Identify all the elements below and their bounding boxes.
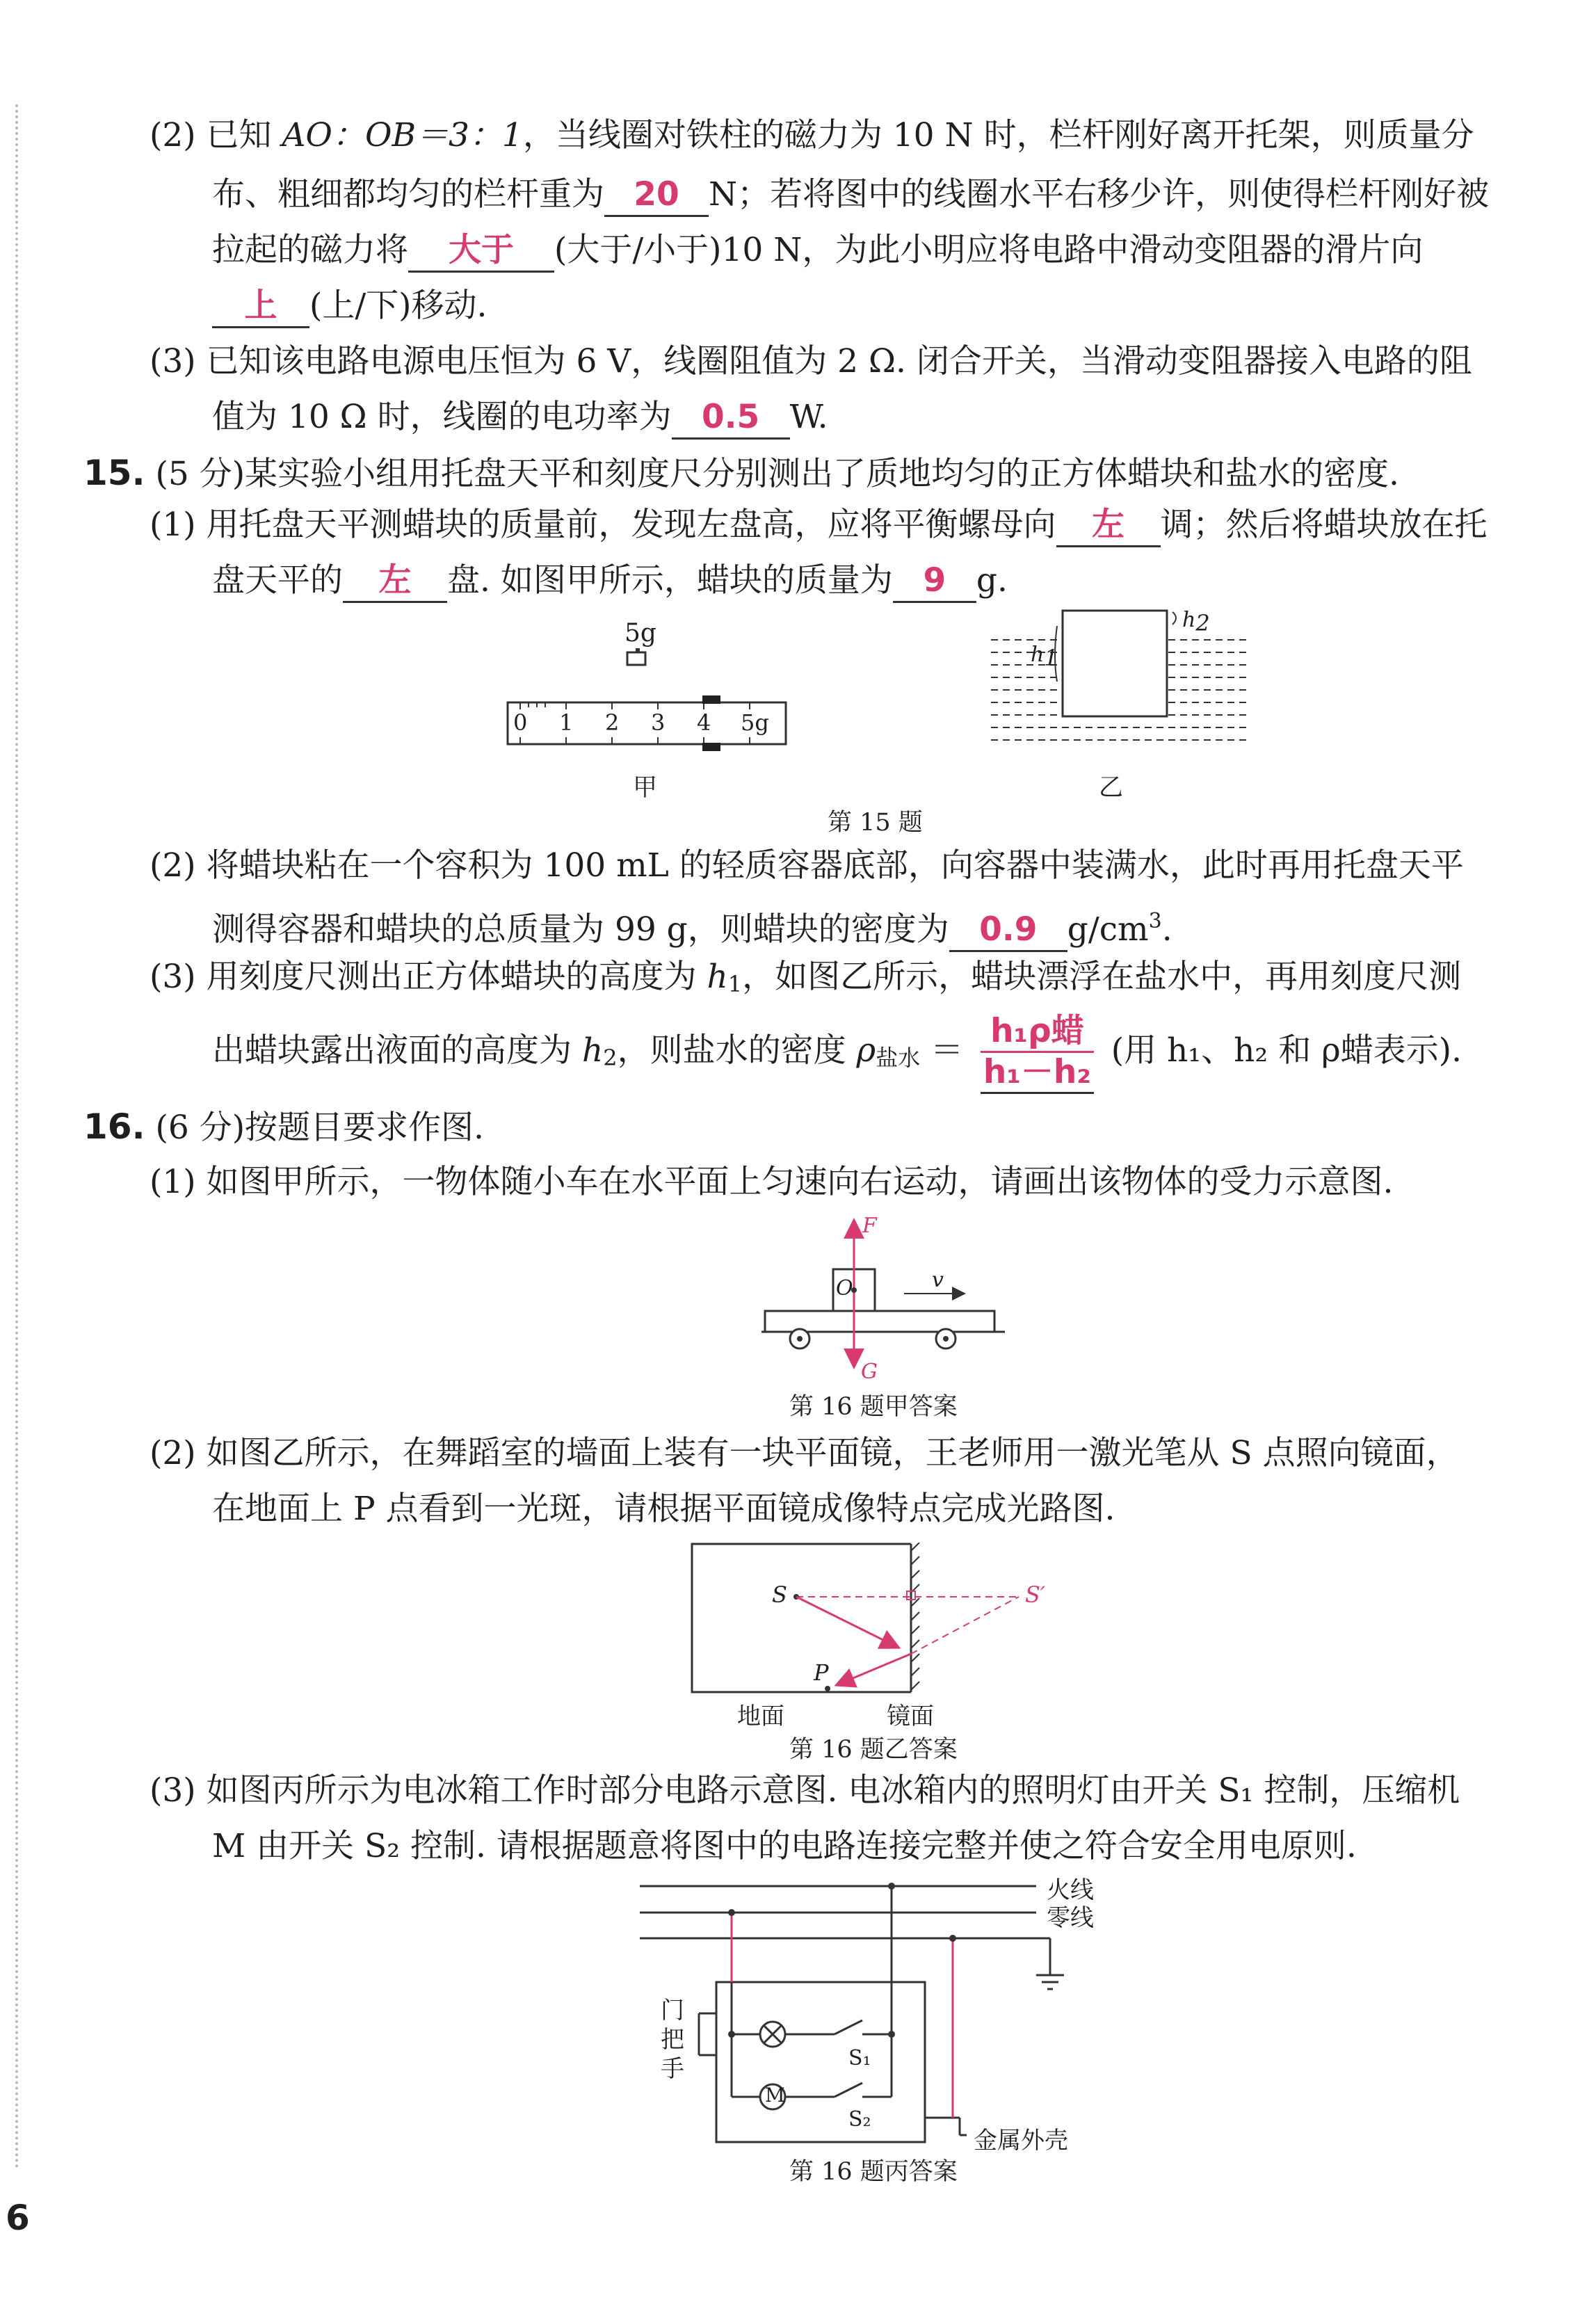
neutral-wire-label: 零线 bbox=[1047, 1904, 1094, 1932]
q15-p3-line2: 出蜡块露出液面的高度为 h2，则盐水的密度 ρ盐水 ＝ $\frac{\text{h₁ρ蜡}}{\text{h₁－h₂}}$ (用 h₁、h₂ 和 ρ蜡表示). bbox=[212, 1012, 1462, 1094]
answer-mass: 9 bbox=[893, 561, 976, 603]
answer-force: 大于 bbox=[408, 230, 554, 273]
q16-p2-line1: (2) 如图乙所示，在舞蹈室的墙面上装有一块平面镜，王老师用一激光笔从 S 点照向镜面， bbox=[150, 1434, 1459, 1472]
q14-p2-line2: 布、粗细都均匀的栏杆重为 20 N；若将图中的线圈水平右移少许，则使得栏杆刚好被 bbox=[212, 174, 1489, 217]
figure-15-b bbox=[988, 605, 1252, 765]
q16-p3-line2: M 由开关 S₂ 控制. 请根据题意将图中的电路连接完整并使之符合安全用电原则. bbox=[212, 1827, 1357, 1865]
question-number: 15. bbox=[83, 453, 145, 493]
tick-3: 3 bbox=[651, 709, 666, 736]
q16-p2-line2: 在地面上 P 点看到一光斑，请根据平面镜成像特点完成光路图. bbox=[212, 1490, 1115, 1528]
q14-p2-line3: 拉起的磁力将 大于 (大于/小于)10 N，为此小明应将电路中滑动变阻器的滑片向 bbox=[212, 230, 1423, 273]
point-O-label: O bbox=[836, 1276, 853, 1301]
figure-15-caption: 第 15 题 bbox=[828, 809, 923, 837]
tick-4: 4 bbox=[697, 709, 711, 736]
metal-shell-label: 金属外壳 bbox=[974, 2127, 1068, 2155]
figure-16-b-caption: 第 16 题乙答案 bbox=[789, 1736, 958, 1764]
figure-15-a-label: 甲 bbox=[633, 774, 658, 802]
tick-0: 0 bbox=[513, 709, 528, 736]
q14-p2-line4: 上 (上/下)移动. bbox=[212, 285, 487, 328]
door-handle-label: 门把手 bbox=[661, 1997, 684, 2083]
answer-pan: 左 bbox=[343, 561, 447, 603]
answer-brine-density: $\frac{\text{h₁ρ蜡}}{\text{h₁－h₂}}$ bbox=[981, 1012, 1094, 1094]
answer-knob: 左 bbox=[1056, 505, 1161, 547]
figure-16-c-caption: 第 16 题丙答案 bbox=[789, 2158, 958, 2186]
q15-p1-line2: 盘天平的 左 盘. 如图甲所示，蜡块的质量为 9 g. bbox=[212, 560, 1008, 603]
q14-p3-line1: (3) 已知该电路电源电压恒为 6 V，线圈阻值为 2 Ω. 闭合开关，当滑动变阻器接入电路的阻 bbox=[150, 342, 1472, 380]
point-P-label: P bbox=[814, 1659, 829, 1686]
q16-header: 16. (6 分)按题目要求作图. bbox=[83, 1106, 484, 1147]
q15-p1-line1: (1) 用托盘天平测蜡块的质量前，发现左盘高，应将平衡螺母向 左 调；然后将蜡块放在托 bbox=[150, 504, 1488, 547]
force-F-label: F bbox=[862, 1214, 877, 1238]
q14-p2-line1: (2) 已知 AO：OB＝3：1，当线圈对铁柱的磁力为 10 N 时，栏杆刚好离开托架，则质量分 bbox=[150, 116, 1474, 154]
tick-2: 2 bbox=[605, 709, 620, 736]
answer-density: 0.9 bbox=[949, 910, 1067, 952]
floor-label: 地面 bbox=[737, 1703, 784, 1730]
switch-S1-label: S₁ bbox=[848, 2046, 871, 2070]
answer-power: 0.5 bbox=[672, 397, 790, 440]
point-S-label: S bbox=[772, 1581, 787, 1608]
figure-15-b-label: 乙 bbox=[1099, 774, 1124, 802]
label-h2: h2 bbox=[1182, 608, 1210, 636]
image-S-prime-label: S′ bbox=[1025, 1581, 1046, 1608]
q15-header: 15. (5 分)某实验小组用托盘天平和刻度尺分别测出了质地均匀的正方体蜡块和盐水的密度. bbox=[83, 453, 1399, 493]
figure-16-c bbox=[633, 1871, 1120, 2155]
label-h1: h1 bbox=[1031, 643, 1058, 671]
question-number: 16. bbox=[83, 1106, 145, 1147]
switch-S2-label: S₂ bbox=[848, 2107, 871, 2132]
velocity-label: v bbox=[932, 1268, 944, 1292]
q16-p1: (1) 如图甲所示，一物体随小车在水平面上匀速向右运动，请画出该物体的受力示意图. bbox=[150, 1163, 1394, 1201]
q16-p3-line1: (3) 如图丙所示为电冰箱工作时部分电路示意图. 电冰箱内的照明灯由开关 S₁ 控制，压缩机 bbox=[150, 1771, 1460, 1810]
q15-p2-line2: 测得容器和蜡块的总质量为 99 g，则蜡块的密度为 0.9 $g/cm^3$. bbox=[212, 901, 1172, 952]
motor-M-label: M bbox=[765, 2084, 785, 2107]
weight-label: 5g bbox=[624, 619, 656, 647]
figure-16-a-caption: 第 16 题甲答案 bbox=[789, 1393, 958, 1421]
answer-direction: 上 bbox=[212, 286, 309, 328]
tick-5g: 5g bbox=[741, 709, 769, 736]
binding-margin bbox=[15, 104, 18, 2170]
figure-16-a bbox=[758, 1214, 1008, 1387]
mirror-label: 镜面 bbox=[887, 1703, 934, 1730]
force-G-label: G bbox=[861, 1360, 878, 1384]
live-wire-label: 火线 bbox=[1047, 1876, 1094, 1904]
q14-p3-line2: 值为 10 Ω 时，线圈的电功率为 0.5 W. bbox=[212, 396, 828, 440]
answer-weight: 20 bbox=[604, 175, 709, 217]
q15-p2-line1: (2) 将蜡块粘在一个容积为 100 mL 的轻质容器底部，向容器中装满水，此时再用托盘天平 bbox=[150, 846, 1464, 885]
page-number: 6 bbox=[6, 2198, 30, 2238]
tick-1: 1 bbox=[559, 709, 574, 736]
q15-p3-line1: (3) 用刻度尺测出正方体蜡块的高度为 h1，如图乙所示，蜡块漂浮在盐水中，再用刻度尺测 bbox=[150, 958, 1462, 997]
figure-15-a bbox=[501, 612, 793, 779]
figure-16-b bbox=[688, 1543, 1078, 1730]
